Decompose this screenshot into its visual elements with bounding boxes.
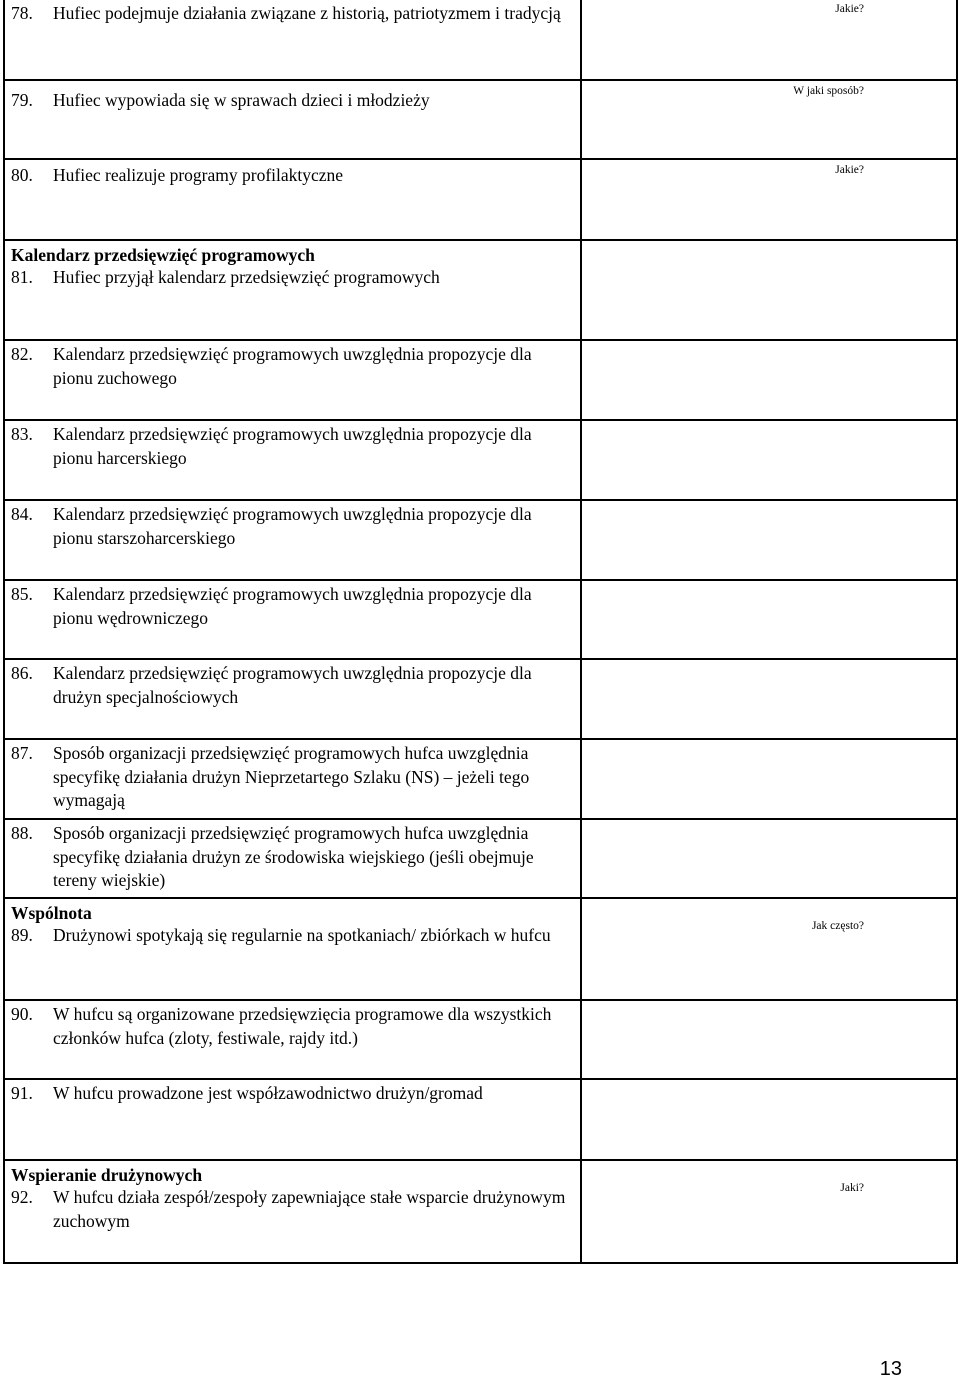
item-text: Kalendarz przedsięwzięć programowych uwzględnia propozycje dla pionu starszoharcerskiego <box>53 504 532 548</box>
item-number: 89. <box>11 925 33 945</box>
answer-cell[interactable] <box>582 1161 956 1262</box>
section-heading: Wspieranie drużynowych <box>11 1165 203 1185</box>
item-text: Hufiec wypowiada się w sprawach dzieci i młodzieży <box>53 90 430 110</box>
item-number: 91. <box>11 1083 33 1103</box>
item-number: 83. <box>11 424 33 444</box>
answer-cell[interactable] <box>582 0 956 79</box>
item-number: 84. <box>11 504 33 524</box>
question-cell <box>5 160 582 239</box>
question-cell <box>5 241 582 339</box>
page-number: 13 <box>879 1358 902 1380</box>
question-cell <box>5 581 582 658</box>
answer-cell[interactable] <box>582 421 956 499</box>
item-number: 85. <box>11 584 33 604</box>
question-cell <box>5 1001 582 1078</box>
question-cell <box>5 421 582 499</box>
question-cell <box>5 820 582 897</box>
answer-cell[interactable] <box>582 1080 956 1159</box>
table-row <box>5 581 956 660</box>
answer-cell[interactable] <box>582 501 956 579</box>
item-text: W hufcu prowadzone jest współzawodnictwo drużyn/gromad <box>53 1083 483 1103</box>
item-number: 82. <box>11 344 33 364</box>
item-text: W hufcu są organizowane przedsięwzięcia programowe dla wszystkich członków hufca (zloty, festiwale, rajdy itd.) <box>53 1004 552 1048</box>
answer-cell[interactable] <box>582 1001 956 1078</box>
item-text: Hufiec realizuje programy profilaktyczne <box>53 165 344 185</box>
table-row <box>5 501 956 581</box>
item-text: Drużynowi spotykają się regularnie na spotkaniach/ zbiórkach w hufcu <box>53 925 551 945</box>
table-row <box>5 0 956 81</box>
table-row <box>5 421 956 501</box>
question-cell <box>5 899 582 999</box>
answer-prompt: Jaki? <box>840 1182 864 1194</box>
item-text: Sposób organizacji przedsięwzięć programowych hufca uwzględnia specyfikę działania drużyn Nieprzetartego Szlaku (NS) – jeżeli tego wymagają <box>53 743 530 810</box>
item-number: 79. <box>11 90 33 110</box>
question-cell <box>5 0 582 79</box>
item-text: Kalendarz przedsięwzięć programowych uwzględnia propozycje dla pionu zuchowego <box>53 344 532 388</box>
question-cell <box>5 1080 582 1159</box>
item-text: Hufiec podejmuje działania związane z historią, patriotyzmem i tradycją <box>53 3 561 23</box>
table-row <box>5 1001 956 1080</box>
question-cell <box>5 1161 582 1262</box>
section-heading: Wspólnota <box>11 903 92 923</box>
answer-cell[interactable] <box>582 660 956 738</box>
item-number: 88. <box>11 823 33 843</box>
item-text: Kalendarz przedsięwzięć programowych uwzględnia propozycje dla pionu wędrowniczego <box>53 584 532 628</box>
item-number: 78. <box>11 3 33 23</box>
answer-cell[interactable] <box>582 820 956 897</box>
questionnaire-table <box>3 0 958 1264</box>
item-number: 92. <box>11 1187 33 1207</box>
table-row <box>5 660 956 740</box>
table-row <box>5 241 956 341</box>
table-row <box>5 820 956 899</box>
table-row <box>5 341 956 421</box>
answer-prompt: Jakie? <box>835 3 864 15</box>
item-number: 90. <box>11 1004 33 1024</box>
item-number: 81. <box>11 267 33 287</box>
table-row <box>5 160 956 241</box>
answer-cell[interactable] <box>582 581 956 658</box>
question-cell <box>5 81 582 158</box>
item-number: 86. <box>11 663 33 683</box>
answer-prompt: Jak często? <box>811 920 864 932</box>
answer-prompt: W jaki sposób? <box>793 85 864 97</box>
item-number: 87. <box>11 743 33 763</box>
table-row <box>5 81 956 160</box>
item-text: Sposób organizacji przedsięwzięć programowych hufca uwzględnia specyfikę działania drużyn ze środowiska wiejskiego (jeśli obejmuje tereny wiejskie) <box>53 823 534 890</box>
section-heading: Kalendarz przedsięwzięć programowych <box>11 245 315 265</box>
item-text: Kalendarz przedsięwzięć programowych uwzględnia propozycje dla pionu harcerskiego <box>53 424 532 468</box>
answer-cell[interactable] <box>582 241 956 339</box>
answer-cell[interactable] <box>582 899 956 999</box>
question-cell <box>5 501 582 579</box>
answer-cell[interactable] <box>582 81 956 158</box>
table-row <box>5 740 956 820</box>
answer-cell[interactable] <box>582 160 956 239</box>
table-row <box>5 899 956 1001</box>
question-cell <box>5 740 582 818</box>
item-text: Kalendarz przedsięwzięć programowych uwzględnia propozycje dla drużyn specjalnościowych <box>53 663 532 707</box>
item-text: W hufcu działa zespół/zespoły zapewniające stałe wsparcie drużynowym zuchowym <box>53 1187 566 1231</box>
question-cell <box>5 660 582 738</box>
question-cell <box>5 341 582 419</box>
item-number: 80. <box>11 165 33 185</box>
answer-prompt: Jakie? <box>835 164 864 176</box>
table-row <box>5 1161 956 1264</box>
item-text: Hufiec przyjął kalendarz przedsięwzięć programowych <box>53 267 440 287</box>
answer-cell[interactable] <box>582 740 956 818</box>
answer-cell[interactable] <box>582 341 956 419</box>
table-row <box>5 1080 956 1161</box>
